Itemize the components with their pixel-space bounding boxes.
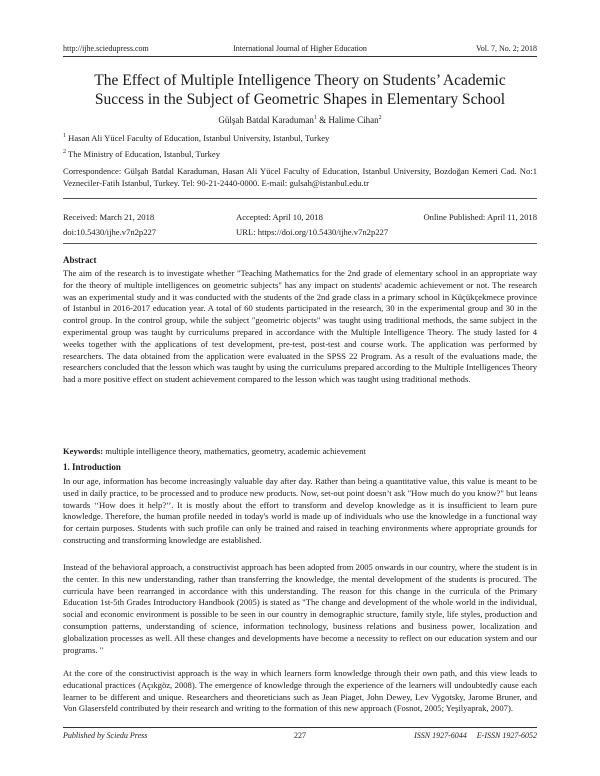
- running-footer: [63, 730, 537, 742]
- intro-paragraph-1: In our age, information has become increasingly valuable day after day. Rather than being a quantitative value, this value is meant to be used in daily practice, to be processed and to produce new products. Now, set-out point doesn’t ask "How much do you know?" but leans towards ‘‘How does it help?’’. It is mostly about the effort to transform and develop knowledge as it is insufficient to learn pure knowledge. Therefore, the human profile needed in today's world is made up of individuals who use the knowledge in a functional way for certain purposes. Students with such profile can only be trained and raised in teaching environments where appropriate grounds for constructing and transforming knowledge are established.: [63, 476, 537, 545]
- publisher: Published by Sciedu Press: [63, 731, 148, 740]
- issn: ISSN 1927-6044 E-ISSN 1927-6052: [414, 731, 537, 740]
- author-separator: &: [316, 115, 329, 125]
- meta-rule-top: [63, 198, 537, 199]
- journal-url[interactable]: http://ijhe.sciedupress.com: [63, 44, 149, 53]
- keywords-text: multiple intelligence theory, mathematics, geometry, academic achievement: [103, 446, 366, 456]
- author-2-affil-mark: 2: [378, 115, 382, 121]
- affiliation-2: [63, 149, 537, 161]
- paper-title: [63, 71, 537, 109]
- affil-2-mark: 2: [63, 149, 66, 156]
- keywords: [63, 446, 537, 458]
- doi[interactable]: doi:10.5430/ijhe.v7n2p227: [63, 227, 157, 237]
- received-date: Received: March 21, 2018: [63, 212, 155, 222]
- intro-paragraph-2: Instead of the behavioral approach, a constructivist approach has been adopted from 2005 onwards in our country, where the student is in the center. In this new understanding, rather than transferring the knowledge, the mental development of the students is procured. The curricula have been rearranged in accordance with this understanding. The reason for this change in the curricula of the Primary Education 1st-5th Grades Introductory Handbook (2005) is stated as "The change and development of the whole world in the individual, social and economic environment is possible to be seen in our country in demographic structure, family style, life styles, production and consumption patterns, understanding of science, information technology, business relations and business power, localization and globalization processes as well. All these changes and developments have become a necessity to reflect on our education system and our programs. ": [63, 562, 537, 655]
- author-2: Halime Cihan: [328, 115, 379, 125]
- intro-paragraph-3: At the core of the constructivist approach is the way in which learners form knowledge through their own path, and this view leads to educational practices (Açıkgöz, 2008). The emergence of knowledge through the experience of the learners will undoubtedly cause each learner to be different and unique. Researchers and theoreticians such as Jean Piaget, John Dewey, Lev Vygotsky, Jarome Bruner, and Von Glasersfeld contributed by their research and writing to the formation of this new approach (Fosnot, 2005; Yeşilyaprak, 2007).: [63, 668, 537, 714]
- publication-dates: [63, 211, 537, 239]
- footer-rule: [63, 727, 537, 728]
- affiliation-1: [63, 133, 537, 145]
- meta-rule-bottom: [63, 243, 537, 244]
- author-1-affil-mark: 1: [313, 115, 317, 121]
- accepted-date: Accepted: April 10, 2018: [236, 212, 323, 222]
- running-header: [63, 43, 537, 55]
- keywords-label: Keywords:: [63, 446, 104, 456]
- abstract-heading: Abstract: [63, 255, 97, 265]
- page-number: 227: [294, 731, 306, 740]
- author-line: [63, 114, 537, 126]
- header-rule: [63, 56, 537, 57]
- correspondence: Correspondence: Gülşah Batdal Karaduman, Hasan Ali Yücel Faculty of Education, Istanbul University, Bozdoğan Kemeri Cad. No:1 Vezneciler-Fatih Istanbul, Turkey. Tel: 90-21-2440-0000. E-mail: gulsah@istanbul.edu.tr: [63, 166, 537, 188]
- volume-issue: Vol. 7, No. 2; 2018: [476, 44, 537, 53]
- published-date: Online Published: April 11, 2018: [423, 212, 537, 222]
- introduction-heading: 1. Introduction: [63, 462, 121, 472]
- doi-url[interactable]: URL: https://doi.org/10.5430/ijhe.v7n2p227: [236, 227, 389, 237]
- title-line-1: The Effect of Multiple Intelligence Theory on Students’ Academic: [94, 72, 506, 89]
- journal-name: International Journal of Higher Education: [233, 44, 367, 53]
- affil-2-text: The Ministry of Education, Istanbul, Turkey: [68, 149, 221, 159]
- author-1: Gülşah Batdal Karaduman: [218, 115, 314, 125]
- title-line-2: Success in the Subject of Geometric Shapes in Elementary School: [94, 91, 506, 108]
- affil-1-mark: 1: [63, 133, 66, 140]
- affil-1-text: Hasan Ali Yücel Faculty of Education, Istanbul University, Istanbul, Turkey: [68, 133, 330, 143]
- abstract-text: The aim of the research is to investigate whether "Teaching Mathematics for the 2nd grade of elementary school in an appropriate way for the theory of multiple intelligences on geometric subjects" has any impact on students' academic achievement or not. The research was an experimental study and it was conducted with the students of the 2nd grade class in a primary school in Küçükçekmece province of Istanbul in 2016-2017 education year. A total of 60 students participated in the research, 30 in the experimental group and 30 in the control group. In the control group, while the subject "geometric objects" was taught using traditional methods, the same subject in the experimental group was taught by curriculums prepared in accordance with the Multiple Intelligence Theory. The study lasted for 4 weeks together with the applications of test development, pre-test, post-test and course work. The application was performed by researchers. The data obtained from the application were evaluated in the SPSS 22 Program. As a result of the evaluations made, the researchers concluded that the lesson which was taught by using the curriculums prepared according to the Multiple Intelligences Theory had a more positive effect on student achievement compared to the lesson which was taught using traditional methods.: [63, 268, 537, 385]
